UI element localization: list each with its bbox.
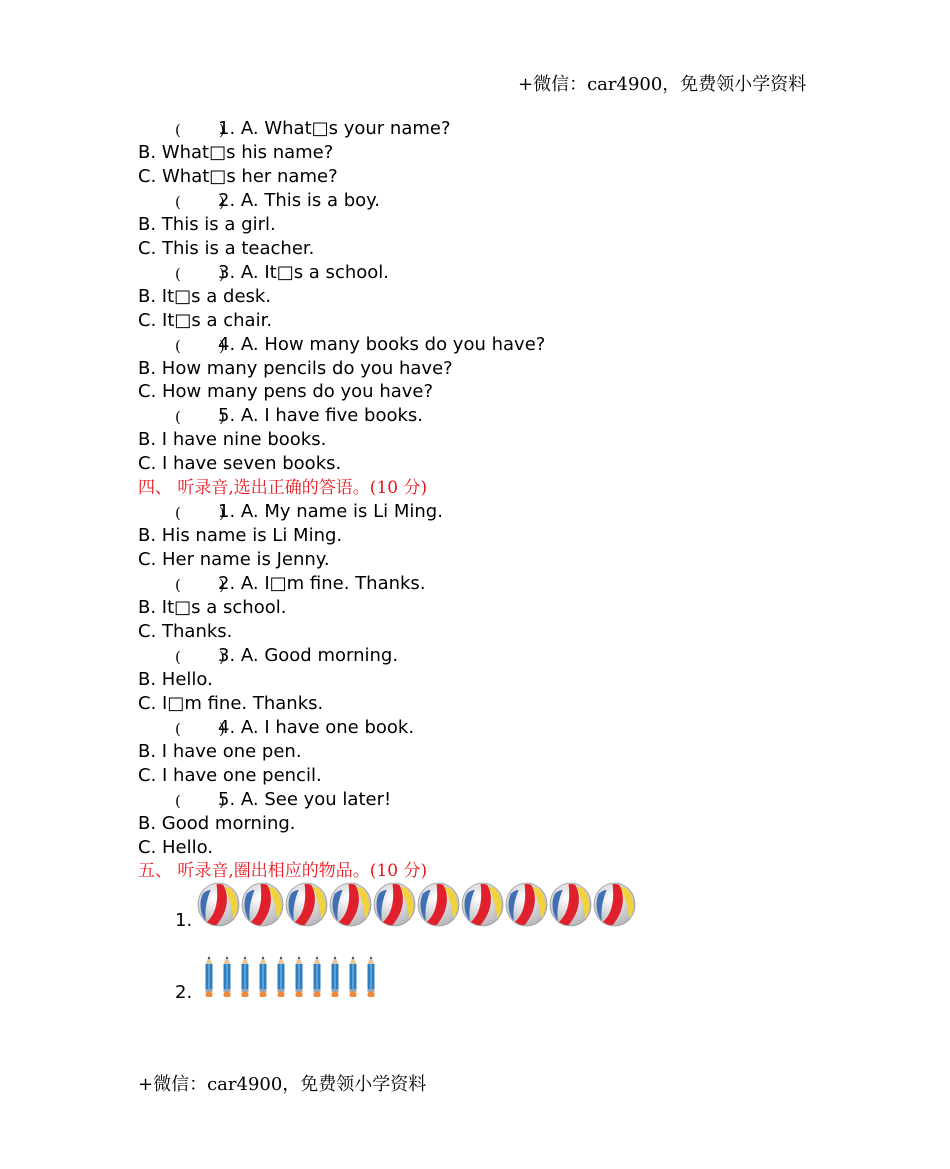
beach-ball-icon[interactable] [593,882,636,927]
s4-q5-option-a: 5. A. See you later! [218,788,392,810]
s4-q5-option-b: B. Good morning. [138,812,296,834]
s4-q1-answer-blank: ( ) [175,504,225,523]
s3-q3-option-c: C. It□s a chair. [138,309,273,331]
pencil-icon[interactable] [294,956,304,998]
pencil-icon[interactable] [204,956,214,998]
beach-ball-icon[interactable] [241,882,284,927]
beach-ball-icon[interactable] [197,882,240,927]
beach-ball-icon[interactable] [417,882,460,927]
s3-q3-answer-blank: ( ) [175,264,225,283]
pencil-icon[interactable] [348,956,358,998]
pencil-icon[interactable] [240,956,250,998]
s4-q5-option-c: C. Hello. [138,836,214,858]
pencil-icon[interactable] [330,956,340,998]
s3-q5-option-b: B. I have nine books. [138,429,327,451]
page-footer-note: +微信：car4900，免费领小学资料 [138,1074,427,1095]
pencil-icon[interactable] [366,956,376,998]
s4-q1-option-b: B. His name is Li Ming. [138,525,343,547]
q1-number: 1. [175,910,193,931]
s3-q5-option-c: C. I have seven books. [138,453,342,475]
s3-q4-option-c: C. How many pens do you have? [138,381,434,403]
s4-q1-option-a: 1. A. My name is Li Ming. [218,501,443,523]
s4-q2-option-c: C. Thanks. [138,620,233,642]
s3-q5-option-a: 5. A. I have five books. [218,405,424,427]
s3-q3-option-b: B. It□s a desk. [138,285,272,307]
s4-q4-answer-blank: ( ) [175,719,225,738]
s4-q3-option-a: 3. A. Good morning. [218,644,399,666]
pencil-icon[interactable] [222,956,232,998]
s4-q2-option-a: 2. A. I□m fine. Thanks. [218,573,426,595]
s4-q3-answer-blank: ( ) [175,647,225,666]
beach-ball-icon[interactable] [329,882,372,927]
s3-q4-answer-blank: ( ) [175,336,225,355]
s3-q1-option-b: B. What□s his name? [138,141,334,163]
s4-q3-option-c: C. I□m fine. Thanks. [138,692,324,714]
s4-q1-option-c: C. Her name is Jenny. [138,549,330,571]
s3-q3-option-a: 3. A. It□s a school. [218,261,389,283]
beach-ball-icon[interactable] [461,882,504,927]
pencil-icon[interactable] [258,956,268,998]
section5-heading: 五、 听录音,圈出相应的物品。(10 分) [138,861,428,882]
s4-q4-option-b: B. I have one pen. [138,740,302,762]
s4-q3-option-b: B. Hello. [138,668,213,690]
pencil-icon[interactable] [276,956,286,998]
section4-heading: 四、 听录音,选出正确的答语。(10 分) [138,478,428,499]
s4-q2-option-b: B. It□s a school. [138,597,287,618]
page-header-note: +微信：car4900，免费领小学资料 [518,74,807,95]
s3-q2-option-c: C. This is a teacher. [138,237,315,259]
beach-ball-icon[interactable] [285,882,328,927]
s3-q5-answer-blank: ( ) [175,408,225,427]
s4-q4-option-c: C. I have one pencil. [138,764,322,786]
s3-q1-option-a: 1. A. What□s your name? [218,118,451,139]
s3-q1-option-c: C. What□s her name? [138,165,338,187]
s3-q2-option-a: 2. A. This is a boy. [218,189,380,211]
pencil-icon[interactable] [312,956,322,998]
s4-q2-answer-blank: ( ) [175,576,225,595]
s3-q4-option-b: B. How many pencils do you have? [138,357,453,379]
beach-ball-row [197,882,637,927]
s3-q1-answer-blank: ( ) [175,121,225,139]
pencil-row [204,956,384,998]
s4-q4-option-a: 4. A. I have one book. [218,716,415,738]
beach-ball-icon[interactable] [505,882,548,927]
beach-ball-icon[interactable] [549,882,592,927]
q2-number: 2. [175,982,193,1003]
s3-q2-answer-blank: ( ) [175,192,225,211]
s4-q5-answer-blank: ( ) [175,791,225,810]
beach-ball-icon[interactable] [373,882,416,927]
s3-q4-option-a: 4. A. How many books do you have? [218,333,546,355]
s3-q2-option-b: B. This is a girl. [138,213,276,235]
